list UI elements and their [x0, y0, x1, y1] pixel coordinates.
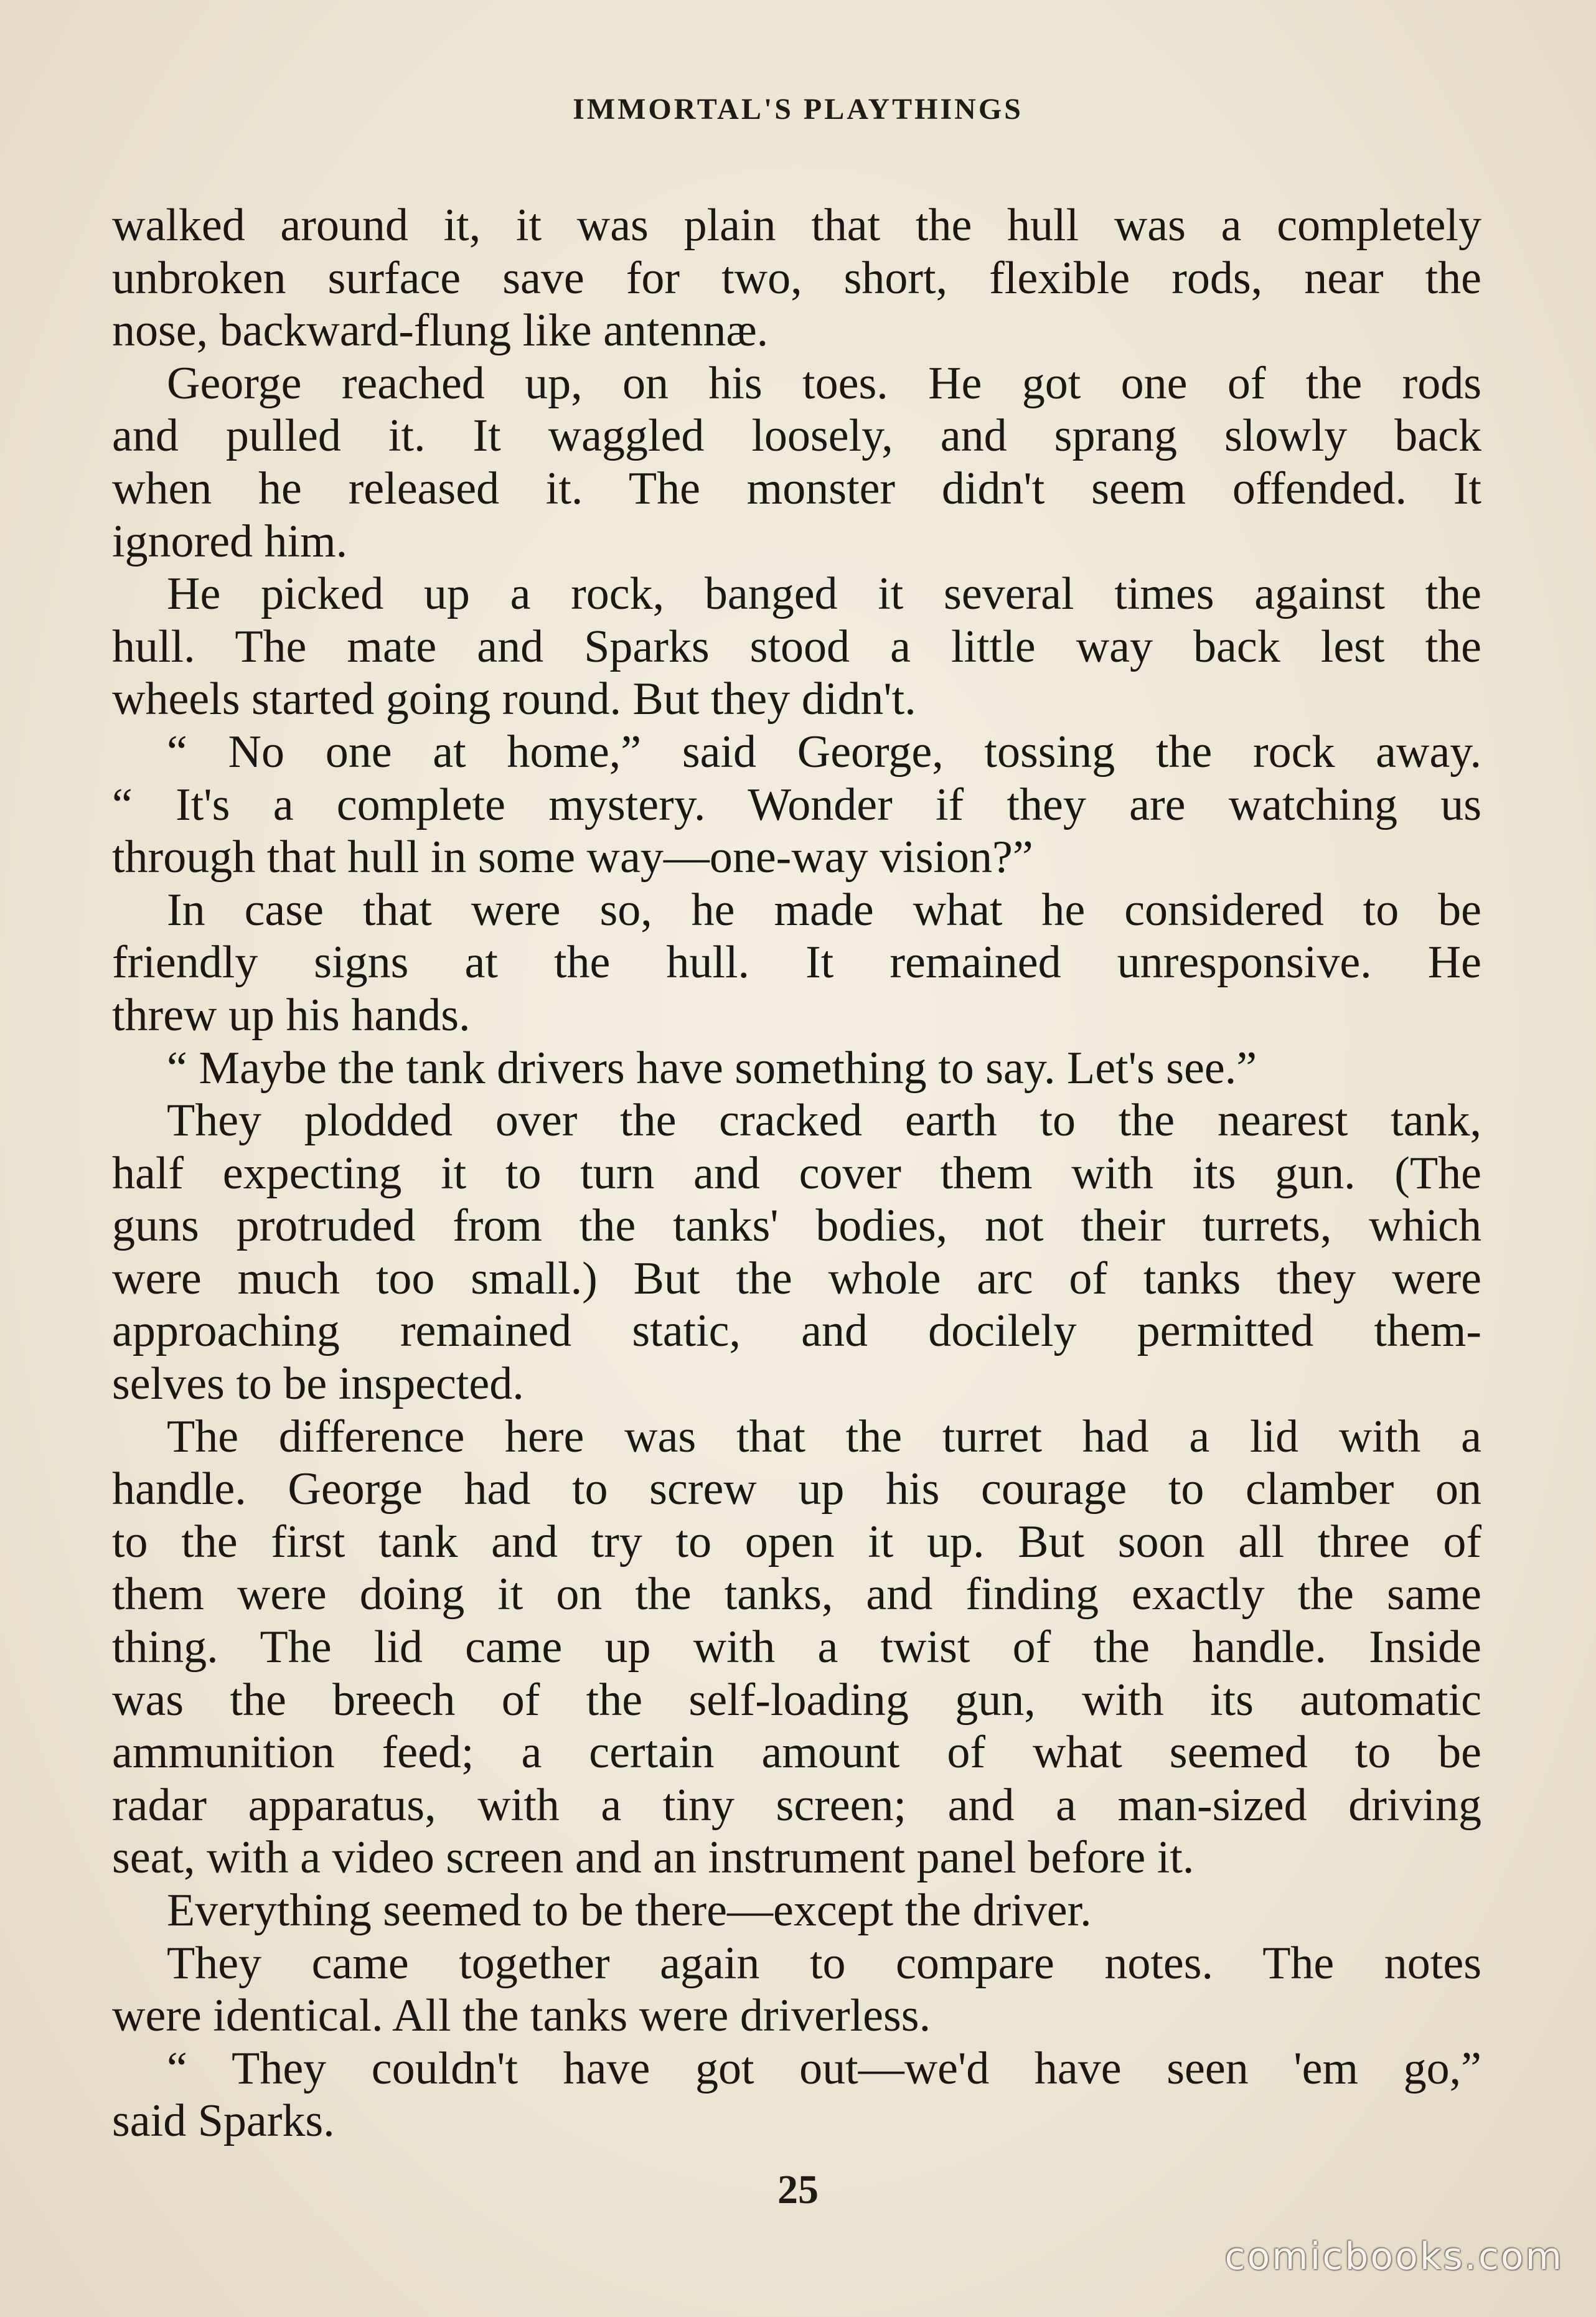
text-line: were much too small.) But the whole arc of tanks they were — [112, 1252, 1481, 1304]
text-line: ignored him. — [112, 515, 348, 567]
text-line: selves to be inspected. — [112, 1358, 524, 1410]
page-number: 25 — [777, 2167, 819, 2212]
text-line: wheels started going round. But they didn't. — [112, 674, 916, 725]
text-line: George reached up, on his toes. He got one of the rods — [167, 357, 1481, 409]
text-line: “ It's a complete mystery. Wonder if they are watching us — [112, 779, 1481, 830]
body-text — [112, 199, 1481, 2148]
text-line: were identical. All the tanks were driverless. — [112, 1990, 931, 2042]
text-line: when he released it. The monster didn't seem offended. It — [112, 463, 1481, 514]
text-line: and pulled it. It waggled loosely, and sprang slowly back — [112, 410, 1481, 462]
text-line: In case that were so, he made what he considered to be — [167, 884, 1481, 936]
text-line: approaching remained static, and docilely permitted them- — [112, 1305, 1481, 1357]
text-line: thing. The lid came up with a twist of the handle. Inside — [112, 1622, 1481, 1673]
text-line: “ They couldn't have got out—we'd have seen 'em go,” — [167, 2042, 1481, 2094]
text-line: was the breech of the self-loading gun, with its automatic — [112, 1674, 1481, 1726]
text-line: friendly signs at the hull. It remained unresponsive. He — [112, 937, 1481, 989]
text-line: walked around it, it was plain that the hull was a completely — [112, 200, 1481, 251]
text-line: said Sparks. — [112, 2095, 335, 2147]
text-line: The difference here was that the turret had a lid with a — [167, 1411, 1481, 1462]
text-line: “ No one at home,” said George, tossing the rock away. — [167, 726, 1481, 778]
text-line: guns protruded from the tanks' bodies, not their turrets, which — [112, 1200, 1481, 1252]
text-line: Everything seemed to be there—except the driver. — [167, 1885, 1092, 1936]
text-line: threw up his hands. — [112, 989, 471, 1041]
text-line: nose, backward-flung like antennæ. — [112, 305, 769, 357]
watermark: comicbooks.com — [1224, 2235, 1564, 2278]
text-line: They came together again to compare notes. The notes — [167, 1937, 1481, 1989]
running-head: IMMORTAL'S PLAYTHINGS — [573, 93, 1023, 126]
text-line: They plodded over the cracked earth to the nearest tank, — [167, 1095, 1481, 1147]
text-line: half expecting it to turn and cover them with its gun. (The — [112, 1147, 1481, 1199]
text-line: He picked up a rock, banged it several times against the — [167, 568, 1481, 620]
text-line: seat, with a video screen and an instrument panel before it. — [112, 1832, 1195, 1884]
text-line: unbroken surface save for two, short, flexible rods, near the — [112, 252, 1481, 304]
text-line: hull. The mate and Sparks stood a little way back lest the — [112, 621, 1481, 672]
text-line: to the first tank and try to open it up. But soon all three of — [112, 1516, 1481, 1567]
text-line: through that hull in some way—one-way vision?” — [112, 832, 1033, 883]
text-line: them were doing it on the tanks, and finding exactly the same — [112, 1569, 1481, 1620]
text-line: handle. George had to screw up his courage to clamber on — [112, 1464, 1481, 1515]
text-line: radar apparatus, with a tiny screen; and a man-sized driving — [112, 1779, 1481, 1831]
text-line: “ Maybe the tank drivers have something to say. Let's see.” — [167, 1042, 1257, 1094]
text-line: ammunition feed; a certain amount of what seemed to be — [112, 1727, 1481, 1779]
